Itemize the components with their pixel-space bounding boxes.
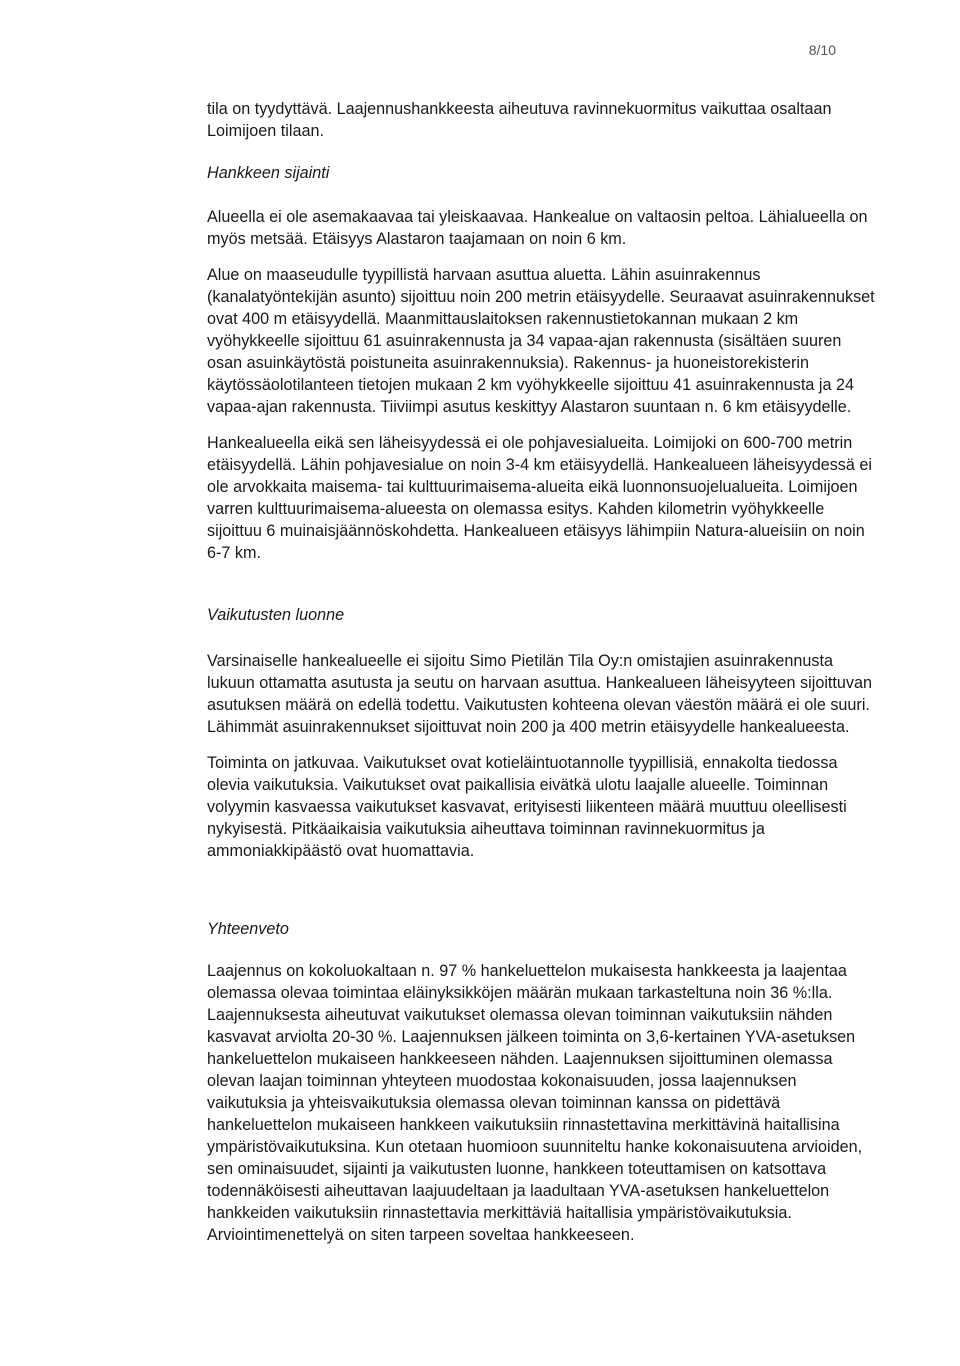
paragraph: Hankealueella eikä sen läheisyydessä ei ole pohjavesialueita. Loimijoki on 600-700 metrin etäisyydellä. Lähin pohjavesialue on noin 3-4 km etäisyydellä. Hankealueen läheisyydessä ei ole arvokkaita maisema- tai kulttuurimaisema-alueita eikä luonnonsuojelualueita. Loimijoen varren kulttuurimaisema-alueesta on olemassa esitys. Kahden kilometrin vyöhykkeelle sijoittuu 6 muinaisjäännöskohdetta. Hankealueen etäisyys lähimpiin Natura-alueisiin on noin 6-7 km. bbox=[207, 434, 872, 562]
intro-text: tila on tyydyttävä. Laajennushankkeesta aiheutuva ravinnekuormitus vaikuttaa osaltaan Loimijoen tilaan. bbox=[207, 100, 832, 140]
paragraph: Alueella ei ole asemakaavaa tai yleiskaavaa. Hankealue on valtaosin peltoa. Lähialueella on myös metsää. Etäisyys Alastaron taajamaan on noin 6 km. bbox=[207, 208, 868, 248]
section-heading-luonne: Vaikutusten luonne bbox=[207, 606, 345, 624]
paragraph: Laajennus on kokoluokaltaan n. 97 % hankeluettelon mukaisesta hankkeesta ja laajentaa olemassa olevaa toimintaa eläinyksikköjen määrän mukaan tarkasteltuna noin 36 %:lla. Laajennuksesta aiheutuvat vaikutukset olemassa olevan toiminnan vaikutuksiin nähden kasvavat arviolta 20-30 %. Laajennuksen jälkeen toiminta on 3,6-kertainen YVA-asetuksen hankeluettelon mukaiseen hankkeeseen nähden. Laajennuksen sijoittuminen olemassa olevan laajan toiminnan yhteyteen muodostaa kokonaisuuden, jossa laajennuksen vaikutuksia ja yhteisvaikutuksia olemassa olevan toiminnan kanssa on pidettävä hankeluettelon mukaiseen hankkeen vaikutuksiin rinnastettavina merkittävinä haitallisina ympäristövaikutuksina. Kun otetaan huomioon suunniteltu hanke kokonaisuutena arvioiden, sen ominaisuudet, sijainti ja vaikutusten luonne, hankkeen toteuttamisen on katsottava todennäköisesti aiheuttavan laajuudeltaan ja laadultaan YVA-asetuksen hankeluettelon hankkeiden vaikutuksiin rinnastettavia merkittäviä haitallisia ympäristövaikutuksia. Arviointimenettelyä on siten tarpeen soveltaa hankkeeseen. bbox=[207, 962, 863, 1244]
section-heading-yhteenveto: Yhteenveto bbox=[207, 920, 289, 938]
section-body-sijainti bbox=[207, 206, 879, 564]
section-body-luonne bbox=[207, 650, 879, 862]
paragraph: Toiminta on jatkuvaa. Vaikutukset ovat kotieläintuotannolle tyypillisiä, ennakolta tiedossa olevia vaikutuksia. Vaikutukset ovat paikallisia eivätkä ulotu laajalle alueelle. Toiminnan volyymin kasvaessa vaikutukset kasvavat, erityisesti liikenteen määrä muuttuu oleellisesti nykyisestä. Pitkäaikaisia vaikutuksia aiheuttava toiminnan ravinnekuormitus ja ammoniakkipäästö ovat huomattavia. bbox=[207, 754, 847, 860]
page-number: 8/10 bbox=[808, 42, 836, 58]
intro-paragraph bbox=[207, 98, 879, 142]
paragraph: Alue on maaseudulle tyypillistä harvaan asuttua aluetta. Lähin asuinrakennus (kanalatyöntekijän asunto) sijoittuu noin 200 metrin etäisyydelle. Seuraavat asuinrakennukset ovat 400 m etäisyydellä. Maanmittauslaitoksen rakennustietokannan mukaan 2 km vyöhykkeelle sijoittuu 61 asuinrakennusta ja 34 vapaa-ajan rakennusta (sisältäen suuren osan asuinkäytöstä poistuneita asuinrakennuksia). Rakennus- ja huoneistorekisterin käytössäolotilanteen tietojen mukaan 2 km vyöhykkeelle sijoittuu 41 asuinrakennusta ja 24 vapaa-ajan rakennusta. Tiiviimpi asutus keskittyy Alastaron suuntaan n. 6 km etäisyydelle. bbox=[207, 266, 875, 416]
section-heading-sijainti: Hankkeen sijainti bbox=[207, 164, 330, 182]
paragraph: Varsinaiselle hankealueelle ei sijoitu Simo Pietilän Tila Oy:n omistajien asuinrakennusta lukuun ottamatta asutusta ja seutu on harvaan asuttua. Hankealueen läheisyyteen sijoittuvan asutuksen määrä on edellä todettu. Vaikutusten kohteena olevan väestön määrä ei ole suuri. Lähimmät asuinrakennukset sijoittuvat noin 200 ja 400 metrin etäisyydelle hankealueesta. bbox=[207, 652, 873, 736]
section-body-yhteenveto bbox=[207, 960, 879, 1246]
